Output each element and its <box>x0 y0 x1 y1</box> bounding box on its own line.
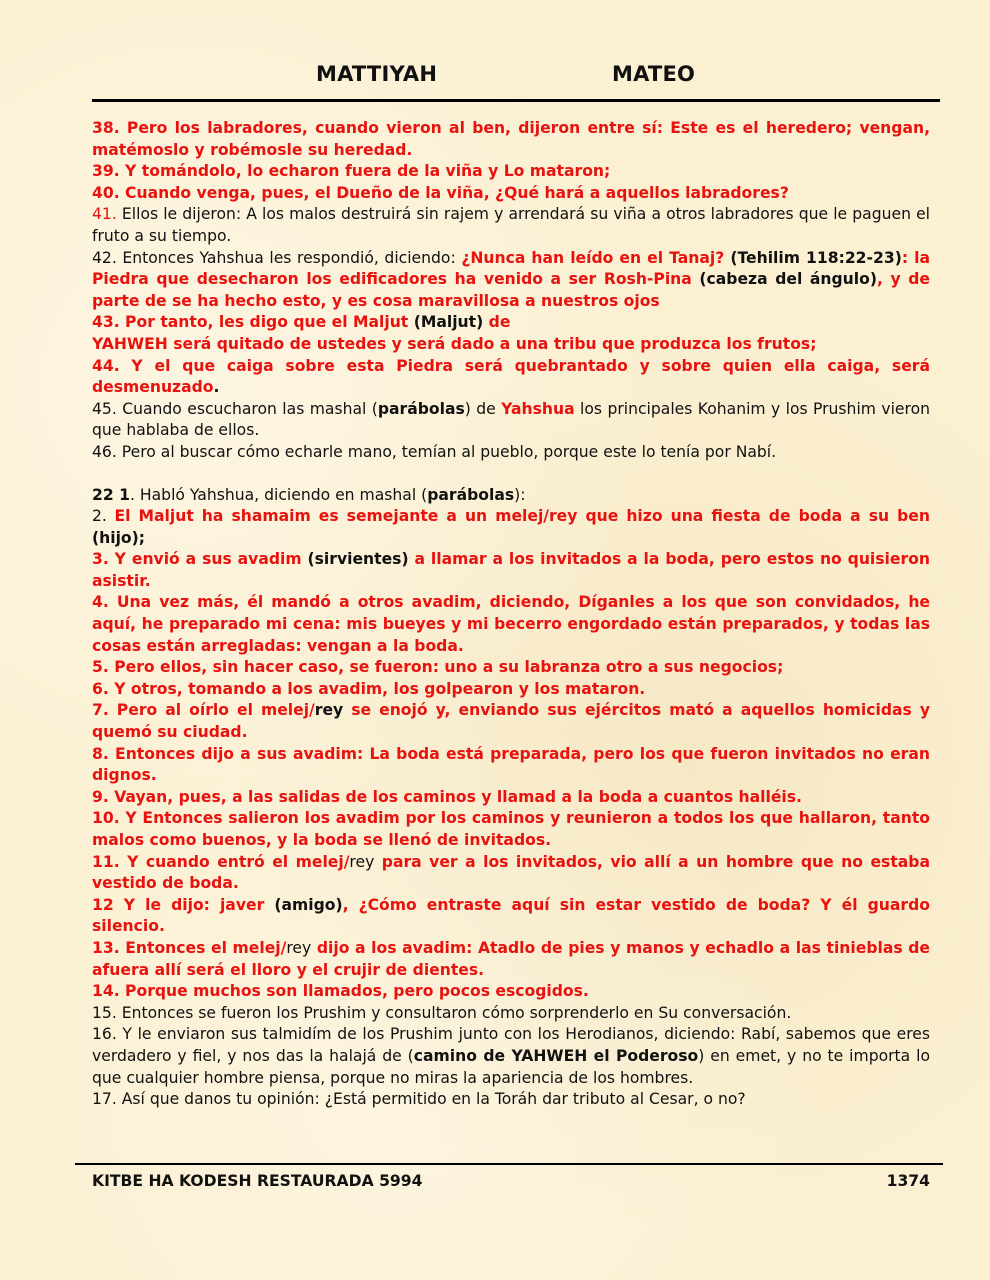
chapter-22-verse-16 <box>92 1024 930 1089</box>
verse-text-red: se enojó y, enviando sus ejércitos mató a aquellos homicidas y quemó su ciudad. <box>92 701 930 742</box>
verse-text: 16. Y le enviaron sus talmidím de los Prushim junto con los Herodianos, diciendo: Rabí, sabemos que eres verdadero y fiel, y nos das la halajá de ( <box>92 1025 930 1065</box>
verse-text-bold: (Tehilim 118:22-23) <box>724 248 902 267</box>
verse-text-red: para ver a los invitados, vio allí a un hombre que no estaba vestido de boda. <box>92 852 930 893</box>
page-header <box>0 58 990 92</box>
verse-text: 40. Cuando venga, pues, el Dueño de la viña, ¿Qué hará a aquellos labradores? <box>92 183 789 202</box>
chapter-22-verse-2 <box>92 506 930 549</box>
verse-text-red: 6. Y otros, tomando a los avadim, los golpearon y los mataron. <box>92 679 646 698</box>
verse-text-red: 4. Una vez más, él mandó a otros avadim, diciendo, Díganles a los que son convidados, he aquí, he preparado mi cena: mis bueyes y mi becerro engordado están preparados, y todas las cosas están arregladas: vengan a la boda. <box>92 593 930 655</box>
verse-text-bold: (Maljut) <box>413 313 484 332</box>
verse-text-bold: (sirvientes) <box>307 550 409 569</box>
verse-text: los principales Kohanim y los Prushim vieron que hablaba de ellos. <box>92 399 931 440</box>
verse-text: 15. Entonces se fueron los Prushim y consultaron cómo sorprenderlo en Su conversación. <box>92 1003 792 1022</box>
verse-text-red: 7. Pero al oírlo el melej/ <box>92 701 315 720</box>
chapter-22-verse-6 <box>92 679 930 701</box>
header-left-title: MATTIYAH <box>316 62 438 86</box>
verse-text: 17. Así que danos tu opinión: ¿Está permitido en la Toráh dar tributo al Cesar, o no? <box>92 1090 746 1109</box>
verse-text-bold: (cabeza del ángulo) <box>699 270 877 289</box>
verse-text: 42. Entonces Yahshua les respondió, diciendo: <box>92 248 462 267</box>
verse-42 <box>92 248 930 313</box>
verse-text-red: : la Piedra que desecharon los edificadores ha venido a ser Rosh-Pina <box>92 248 930 289</box>
chapter-22-verse-1 <box>92 485 930 507</box>
verse-text: 38. Pero los labradores, cuando vieron al ben, dijeron entre sí: Este es el heredero; vengan, matémoslo y robémosle su heredad. <box>92 119 930 159</box>
verse-38 <box>92 118 930 161</box>
chapter-22-verse-3 <box>92 549 930 592</box>
chapter-22-verse-4 <box>92 592 930 657</box>
verse-text-bold: . <box>213 378 220 397</box>
verse-text-red: 44. Y el que caiga sobre esta Piedra será quebrantado y sobre quien ella caiga, será desmenuzado <box>92 356 930 397</box>
page-footer <box>92 1170 930 1196</box>
verse-39 <box>92 161 930 183</box>
footer-book-title: KITBE HA KODESH RESTAURADA 5994 <box>92 1172 423 1190</box>
verse-number: 2. <box>92 507 115 526</box>
verse-text-red: 8. Entonces dijo a sus avadim: La boda está preparada, pero los que fueron invitados no eran dignos. <box>92 744 930 785</box>
verse-text: rey <box>349 852 375 871</box>
chapter-22-verse-5 <box>92 657 930 679</box>
verse-text-red: a llamar a los invitados a la boda, pero estos no quisieron asistir. <box>92 550 930 590</box>
verse-text-red: El Maljut ha shamaim es semejante a un melej/rey que hizo una fiesta de boda a su ben <box>114 507 930 526</box>
verse-text: ) en emet, y no te importa lo que cualquier hombre piensa, porque no miras la apariencia de los hombres. <box>92 1046 931 1087</box>
verse-45 <box>92 399 930 442</box>
verse-44 <box>92 356 930 399</box>
chapter-22-verse-9 <box>92 787 930 809</box>
scripture-text <box>92 118 930 1111</box>
chapter-22-verse-11 <box>92 852 930 895</box>
chapter-number: 22 1 <box>92 485 130 504</box>
verse-text-red: 11. Y cuando entró el melej/ <box>92 852 350 871</box>
verse-text-red: 13. Entonces el melej/ <box>92 938 287 957</box>
chapter-22-verse-12 <box>92 895 930 938</box>
chapter-22-verse-13 <box>92 938 930 981</box>
chapter-22-verse-8 <box>92 744 930 787</box>
verse-46 <box>92 442 930 464</box>
verse-text: Ellos le dijeron: A los malos destruirá sin rajem y arrendará su viña a otros labradores que le paguen el fruto a su tiempo. <box>92 205 930 245</box>
verse-text-red: de <box>483 313 511 332</box>
chapter-22-verse-10 <box>92 808 930 851</box>
paragraph-gap <box>92 464 930 485</box>
verse-text-red: 10. Y Entonces salieron los avadim por los caminos y reunieron a todos los que hallaron, tanto malos como buenos, y la boda se llenó de invitados. <box>92 809 930 849</box>
verse-text-red: 14. Porque muchos son llamados, pero pocos escogidos. <box>92 982 589 1001</box>
verse-text-bold: rey <box>314 701 344 720</box>
verse-text: ): <box>514 485 526 504</box>
verse-text-bold: (hijo); <box>92 528 145 547</box>
verse-43 <box>92 312 930 355</box>
chapter-22-verse-15 <box>92 1003 930 1025</box>
verse-text-bold: parábolas <box>377 399 465 418</box>
verse-text-red: 5. Pero ellos, sin hacer caso, se fueron: uno a su labranza otro a sus negocios; <box>92 658 784 677</box>
footer-divider <box>75 1163 943 1165</box>
verse-text: . Habló Yahshua, diciendo en mashal ( <box>129 485 428 504</box>
verse-text-red: 43. Por tanto, les digo que el Maljut <box>92 313 414 332</box>
verse-text-bold: parábolas <box>427 485 515 504</box>
header-right-title: MATEO <box>612 62 696 86</box>
chapter-22-verse-7 <box>92 700 930 743</box>
verse-text-red: 12 Y le dijo: javer <box>92 895 275 914</box>
verse-41 <box>92 204 930 247</box>
verse-text: ) de <box>464 399 502 418</box>
verse-text-red: , ¿Cómo entraste aquí sin estar vestido de boda? Y él guardo silencio. <box>92 895 930 936</box>
verse-text-red: YAHWEH será quitado de ustedes y será dado a una tribu que produzca los frutos; <box>92 334 817 353</box>
page-number: 1374 <box>886 1172 930 1190</box>
verse-text: 45. Cuando escucharon las mashal ( <box>92 399 378 418</box>
verse-text-red: Yahshua <box>501 399 575 418</box>
chapter-22-verse-17 <box>92 1089 930 1111</box>
verse-text-red: , y de parte de se ha hecho esto, y es cosa maravillosa a nuestros ojos <box>92 270 930 310</box>
verse-text-red: 9. Vayan, pues, a las salidas de los caminos y llamad a la boda a cuantos halléis. <box>92 787 802 806</box>
verse-text-red: dijo a los avadim: Atadlo de pies y manos y echadlo a las tinieblas de afuera allí será el lloro y el crujir de dientes. <box>92 938 930 979</box>
verse-text-red: 3. Y envió a sus avadim <box>92 550 308 569</box>
verse-text: 39. Y tomándolo, lo echaron fuera de la viña y Lo mataron; <box>92 162 611 181</box>
verse-40 <box>92 183 930 205</box>
verse-text: rey <box>286 938 312 957</box>
verse-text-bold: (amigo) <box>274 895 343 914</box>
chapter-22-verse-14 <box>92 981 930 1003</box>
verse-text-bold: camino de YAHWEH el Poderoso <box>413 1046 699 1065</box>
verse-text-red: ¿Nunca han leído en el Tanaj? <box>461 248 725 267</box>
verse-text: 46. Pero al buscar cómo echarle mano, temían al pueblo, porque este lo tenía por Nabí. <box>92 442 777 461</box>
header-divider <box>92 99 940 102</box>
verse-number: 41. <box>92 205 122 224</box>
